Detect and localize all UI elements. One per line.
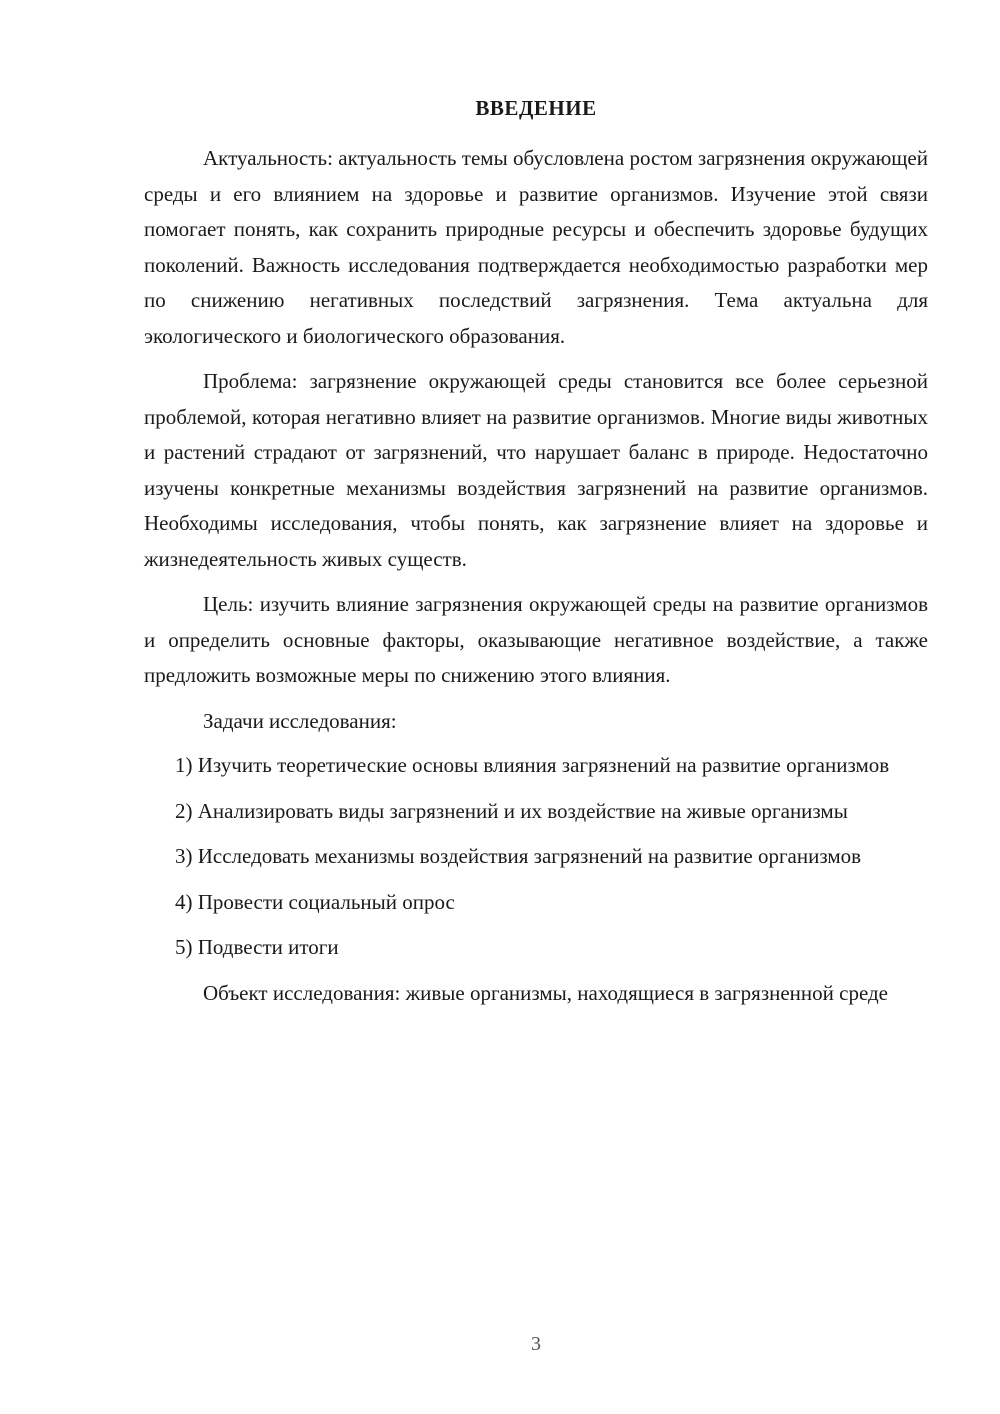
task-item: 5) Подвести итоги — [175, 935, 339, 959]
document-body — [144, 141, 928, 1021]
tasks-heading: Задачи исследования: — [203, 708, 397, 733]
goal-paragraph: Цель: изучить влияние загрязнения окружающей среды на развитие организмов и определить основные факторы, оказывающие негативное воздействие, а также предложить возможные меры по снижению этого влияния. — [144, 592, 928, 687]
task-item: 3) Исследовать механизмы воздействия загрязнений на развитие организмов — [175, 844, 862, 868]
relevance-paragraph: Актуальность: актуальность темы обусловлена ростом загрязнения окружающей среды и его влиянием на здоровье и развитие организмов. Изучение этой связи помогает понять, как сохранить природные ресурсы и обеспечить здоровье будущих поколений. Важность исследования подтверждается необходимостью разработки мер по снижению негативных последствий загрязнения. Тема актуальна для экологического и биологического образования. — [144, 146, 928, 348]
task-item: 4) Провести социальный опрос — [175, 889, 455, 914]
object-paragraph: Объект исследования: живые организмы, находящиеся в загрязненной среде — [203, 980, 889, 1005]
page-number: 3 — [531, 1333, 541, 1355]
task-item: 1) Изучить теоретические основы влияния загрязнений на развитие организмов — [175, 753, 890, 777]
problem-paragraph: Проблема: загрязнение окружающей среды становится все более серьезной проблемой, которая негативно влияет на развитие организмов. Многие виды животных и растений страдают от загрязнений, что нарушает баланс в природе. Недостаточно изучены конкретные механизмы воздействия загрязнений на развитие организмов. Необходимы исследования, чтобы понять, как загрязнение влияет на здоровье и жизнедеятельность живых существ. — [144, 369, 928, 571]
page-title: ВВЕДЕНИЕ — [475, 96, 597, 120]
task-item: 2) Анализировать виды загрязнений и их воздействие на живые организмы — [175, 798, 848, 823]
